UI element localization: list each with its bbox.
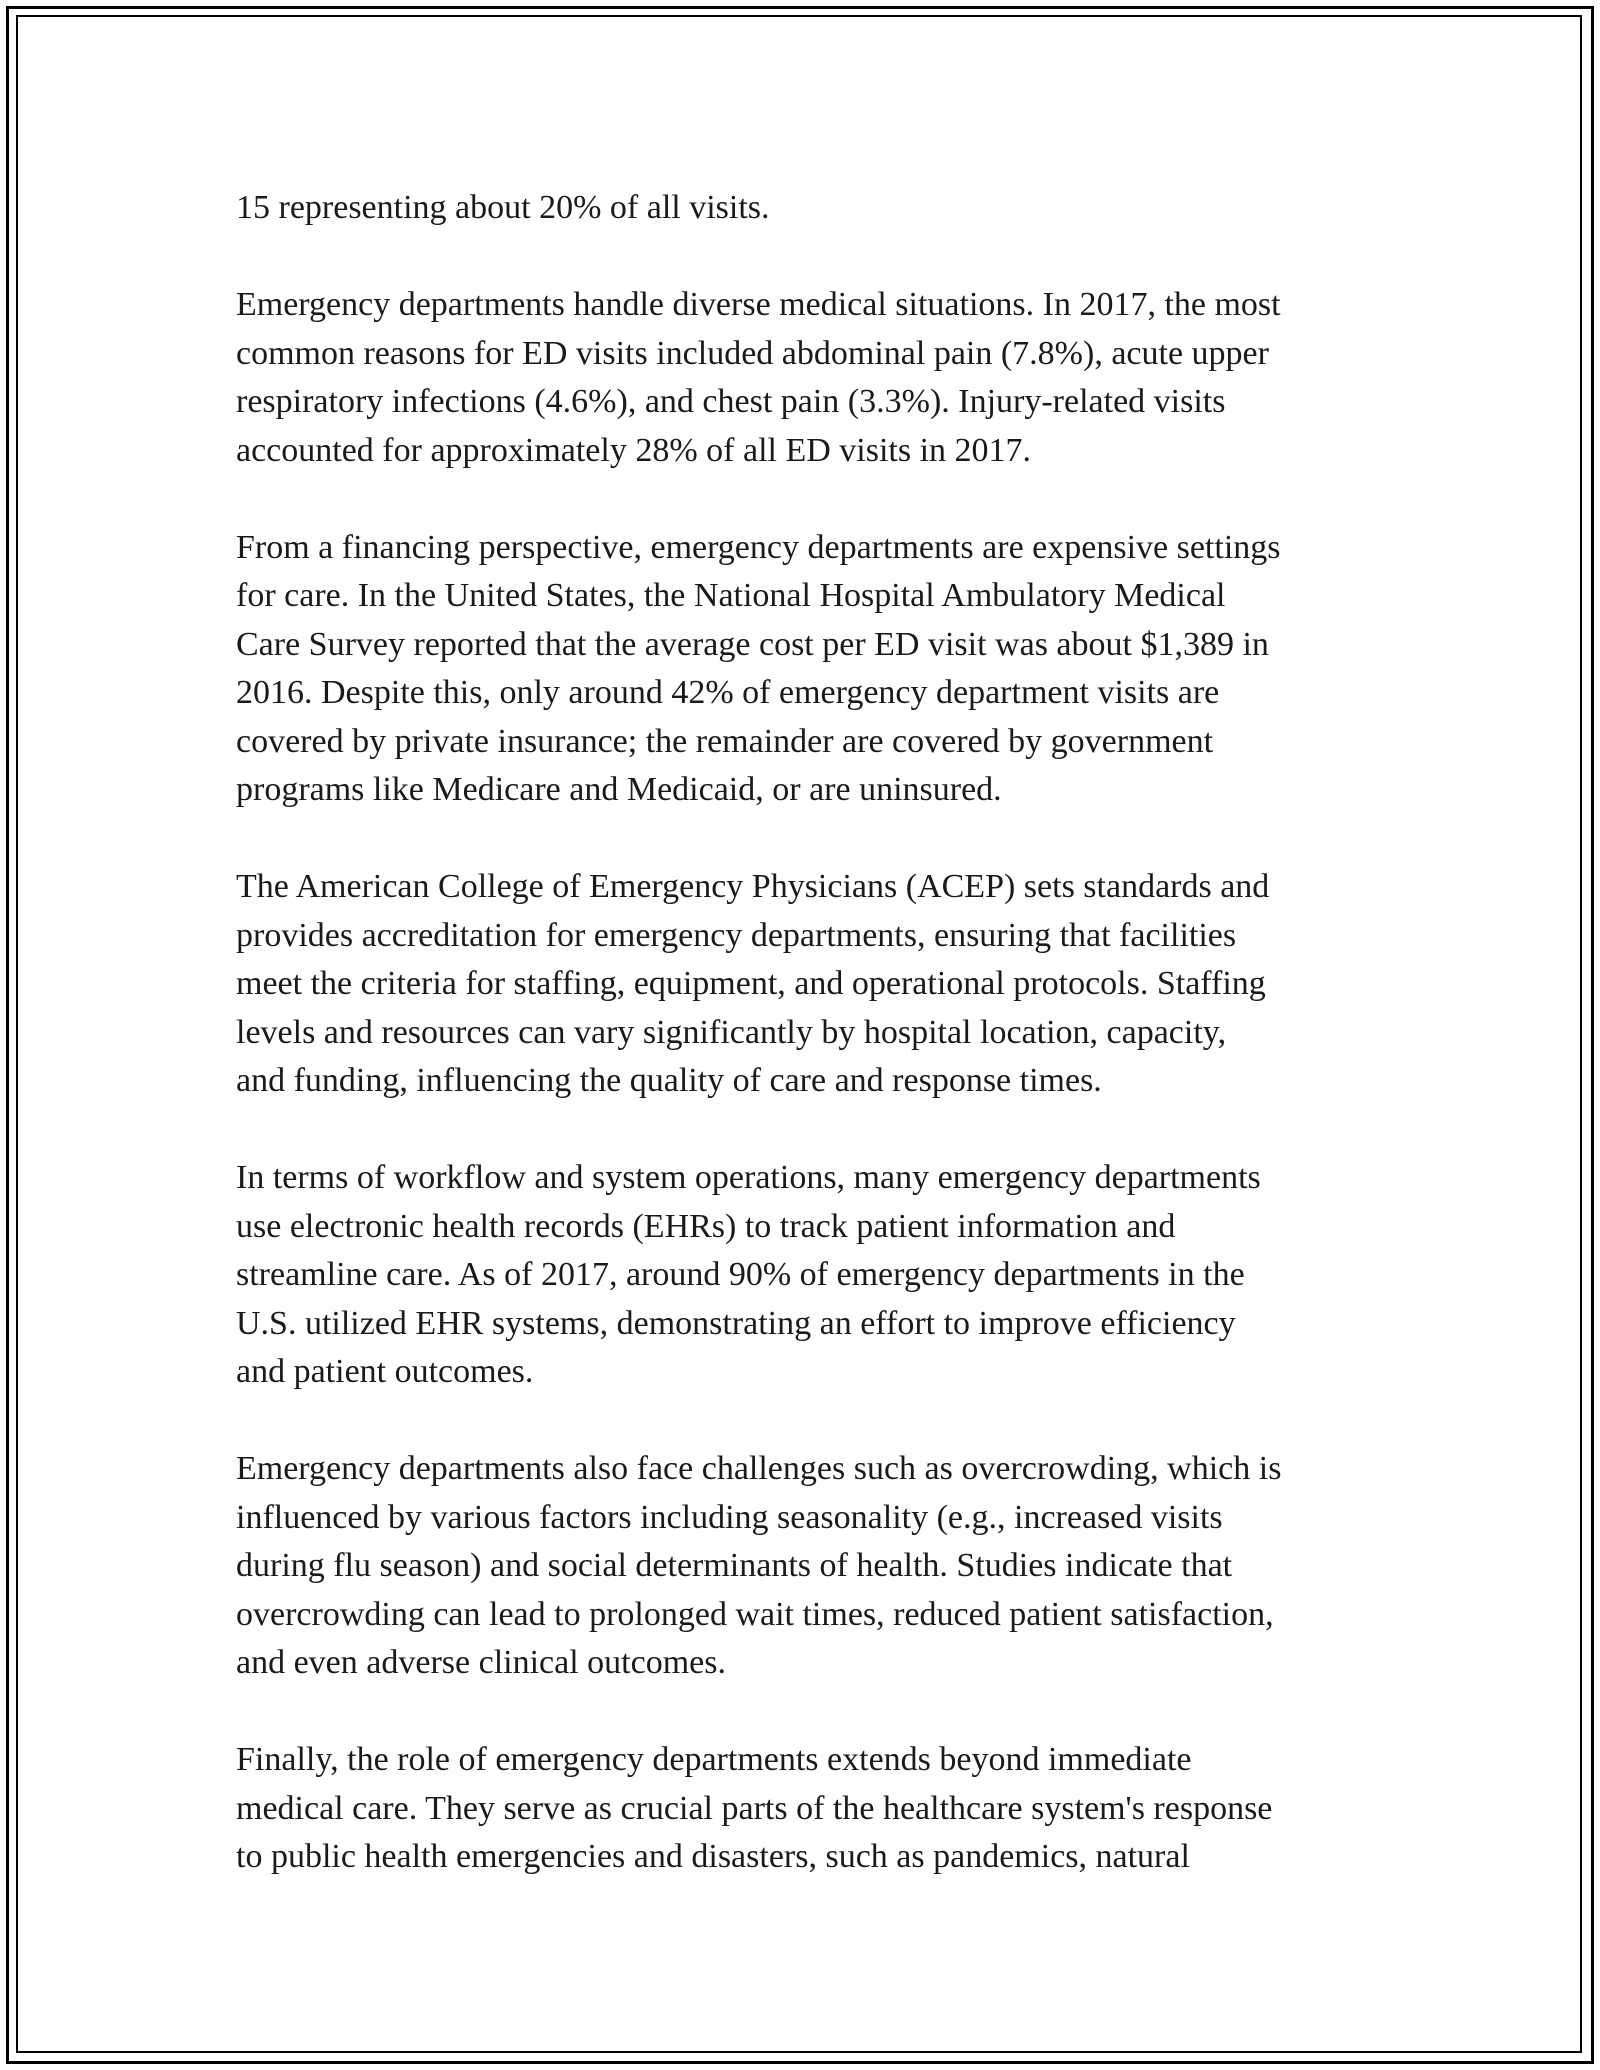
paragraph-acep-standards: The American College of Emergency Physicians (ACEP) sets standards and provides accreditation for emergency departments, ensuring that facilities meet the criteria for staffing, equipment, and operational protocols. Staffing levels and resources can vary significantly by hospital location, capacity, and funding, influencing the quality of care and response times.	[236, 868, 1270, 1099]
paragraph-financing: From a financing perspective, emergency departments are expensive settings for care. In the United States, the National Hospital Ambulatory Medical Care Survey reported that the average cost per ED visit was about $1,389 in 2016. Despite this, only around 42% of emergency department visits are covered by private insurance; the remainder are covered by government programs like Medicare and Medicaid, or are uninsured.	[236, 528, 1281, 808]
paragraph-overcrowding: Emergency departments also face challenges such as overcrowding, which is influenced by various factors including seasonality (e.g., increased visits during flu season) and social determinants of health. Studies indicate that overcrowding can lead to prolonged wait times, reduced patient satisfaction, and even adverse clinical outcomes.	[236, 1450, 1282, 1681]
paragraph-continuation: 15 representing about 20% of all visits.	[236, 189, 770, 226]
paragraph-workflow-ehr: In terms of workflow and system operations, many emergency departments use electronic health records (EHRs) to track patient information and streamline care. As of 2017, around 90% of emergency departments in the U.S. utilized EHR systems, demonstrating an effort to improve efficiency and patient outcomes.	[236, 1159, 1261, 1390]
paragraph-public-health-role: Finally, the role of emergency departments extends beyond immediate medical care. They serve as crucial parts of the healthcare system's response to public health emergencies and disasters, such as pandemics, natural	[236, 1741, 1273, 1875]
document-body	[236, 184, 1396, 1882]
paragraph-ed-visit-reasons: Emergency departments handle diverse medical situations. In 2017, the most common reasons for ED visits included abdominal pain (7.8%), acute upper respiratory infections (4.6%), and chest pain (3.3%). Injury-related visits accounted for approximately 28% of all ED visits in 2017.	[236, 286, 1281, 469]
